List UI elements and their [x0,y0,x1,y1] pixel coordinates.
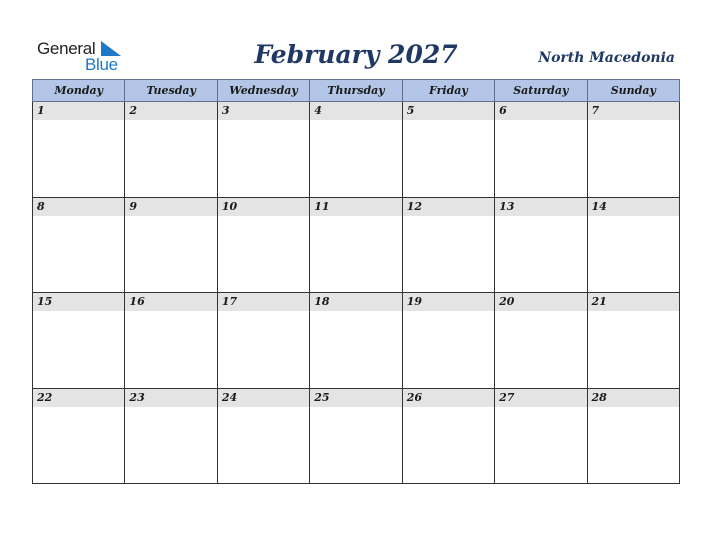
logo-text-general: General [37,39,96,58]
day-cell [125,102,217,198]
day-cell [495,293,587,389]
day-number: 15 [33,293,124,311]
day-number: 20 [495,293,586,311]
weekday-header-row [33,80,680,102]
day-number: 2 [125,102,216,120]
day-number: 4 [310,102,401,120]
week-row [33,102,680,198]
weekday-sunday: Sunday [587,80,679,102]
day-number: 21 [588,293,679,311]
day-cell [217,197,309,293]
day-cell [495,102,587,198]
day-cell [587,388,679,484]
day-cell [402,293,494,389]
day-number: 3 [218,102,309,120]
day-number: 6 [495,102,586,120]
day-cell [587,102,679,198]
day-cell [125,197,217,293]
day-cell [33,102,125,198]
day-cell [587,197,679,293]
logo-text-blue: Blue [85,55,118,74]
day-number: 18 [310,293,401,311]
day-number: 8 [33,198,124,216]
weekday-tuesday: Tuesday [125,80,217,102]
day-number: 10 [218,198,309,216]
day-number: 25 [310,389,401,407]
day-number: 1 [33,102,124,120]
week-row [33,293,680,389]
weekday-saturday: Saturday [495,80,587,102]
day-cell [217,388,309,484]
day-number: 19 [403,293,494,311]
day-number: 11 [310,198,401,216]
day-number: 5 [403,102,494,120]
day-number: 9 [125,198,216,216]
day-number: 27 [495,389,586,407]
weekday-wednesday: Wednesday [217,80,309,102]
day-cell [310,293,402,389]
day-cell [217,293,309,389]
day-number: 24 [218,389,309,407]
day-number: 22 [33,389,124,407]
weekday-thursday: Thursday [310,80,402,102]
day-cell [217,102,309,198]
day-cell [33,293,125,389]
day-cell [495,197,587,293]
day-cell [33,388,125,484]
country-label: North Macedonia [538,50,675,66]
day-number: 16 [125,293,216,311]
day-number: 7 [588,102,679,120]
day-number: 14 [588,198,679,216]
week-row [33,197,680,293]
day-cell [310,102,402,198]
weekday-friday: Friday [402,80,494,102]
day-number: 17 [218,293,309,311]
day-cell [310,388,402,484]
day-cell [33,197,125,293]
day-cell [402,388,494,484]
day-cell [495,388,587,484]
day-number: 26 [403,389,494,407]
calendar-title: February 2027 [254,40,458,69]
week-row [33,388,680,484]
day-cell [125,388,217,484]
day-number: 12 [403,198,494,216]
day-cell [310,197,402,293]
weekday-monday: Monday [33,80,125,102]
day-cell [402,197,494,293]
day-cell [125,293,217,389]
day-number: 28 [588,389,679,407]
day-number: 23 [125,389,216,407]
day-number: 13 [495,198,586,216]
day-cell [402,102,494,198]
day-cell [587,293,679,389]
calendar-grid [32,79,680,484]
